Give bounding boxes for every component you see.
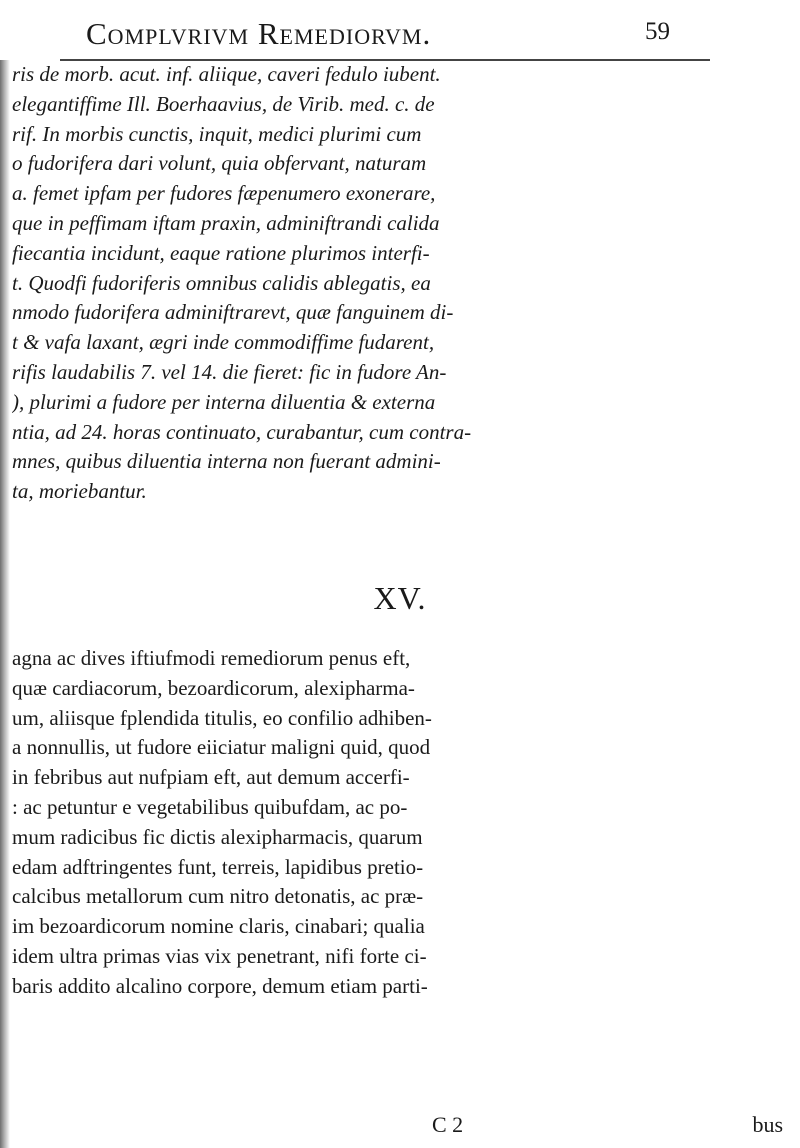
section-numeral: XV. xyxy=(373,580,427,616)
text-line: idem ultra primas vias vix penetrant, nifi forte ci- xyxy=(12,943,427,968)
text-line: baris addito alcalino corpore, demum etiam parti- xyxy=(12,973,428,998)
text-line: a. femet ipfam per fudores fæpenumero exonerare, xyxy=(12,181,436,206)
text-line: o fudorifera dari volunt, quia obfervant, naturam xyxy=(12,151,427,176)
text-block-bottom xyxy=(12,644,787,1002)
text-line: mnes, quibus diluentia interna non fuerant admini- xyxy=(12,449,441,474)
text-line: : ac petuntur e vegetabilibus quibufdam, ac po- xyxy=(12,794,408,819)
running-title: Complvrivm Remediorvm. xyxy=(86,16,432,51)
text-line: ), plurimi a fudore per interna diluentia & externa xyxy=(12,389,436,414)
text-line: a nonnullis, ut fudore eiiciatur maligni quid, quod xyxy=(12,735,431,760)
text-line: ntia, ad 24. horas continuato, curabantur, cum contra- xyxy=(12,419,472,444)
text-line: in febribus aut nufpiam eft, aut demum accerfi- xyxy=(12,765,410,790)
text-line: agna ac dives iftiufmodi remediorum penus eft, xyxy=(12,646,411,670)
text-block-top xyxy=(12,60,787,507)
text-line: ta, moriebantur. xyxy=(12,479,147,504)
text-line: elegantiffime Ill. Boerhaavius, de Virib. med. c. de xyxy=(12,91,435,116)
page-number: 59 xyxy=(645,18,670,45)
text-line: um, aliisque fplendida titulis, eo confilio adhiben- xyxy=(12,705,432,730)
text-line: rif. In morbis cunctis, inquit, medici plurimi cum xyxy=(12,121,422,146)
text-line: calcibus metallorum cum nitro detonatis, ac præ- xyxy=(12,884,424,909)
text-line: nmodo fudorifera adminiftrarevt, quæ fanguinem di- xyxy=(12,300,454,325)
page-header xyxy=(86,16,670,56)
text-line: ris de morb. acut. inf. aliique, caveri fedulo iubent. xyxy=(12,62,441,86)
text-line: quæ cardiacorum, bezoardicorum, alexipharma- xyxy=(12,675,415,700)
page-footer xyxy=(12,1112,787,1142)
text-line: t. Quodfi fudoriferis omnibus calidis ablegatis, ea xyxy=(12,270,431,295)
text-line: t & vafa laxant, ægri inde commodiffime fudarent, xyxy=(12,330,435,355)
text-line: fiecantia incidunt, eaque ratione plurimos interfi- xyxy=(12,240,430,265)
catchword: bus xyxy=(752,1112,783,1137)
text-line: im bezoardicorum nomine claris, cinabari; qualia xyxy=(12,914,425,939)
text-line: que in peffimam iftam praxin, adminiftrandi calida xyxy=(12,210,440,235)
text-line: edam adftringentes funt, terreis, lapidibus pretio- xyxy=(12,854,424,879)
signature-mark: C 2 xyxy=(432,1112,464,1137)
text-line: rifis laudabilis 7. vel 14. die fieret: fic in fudore An- xyxy=(12,359,447,384)
text-line: mum radicibus fic dictis alexipharmacis, quarum xyxy=(12,824,423,849)
